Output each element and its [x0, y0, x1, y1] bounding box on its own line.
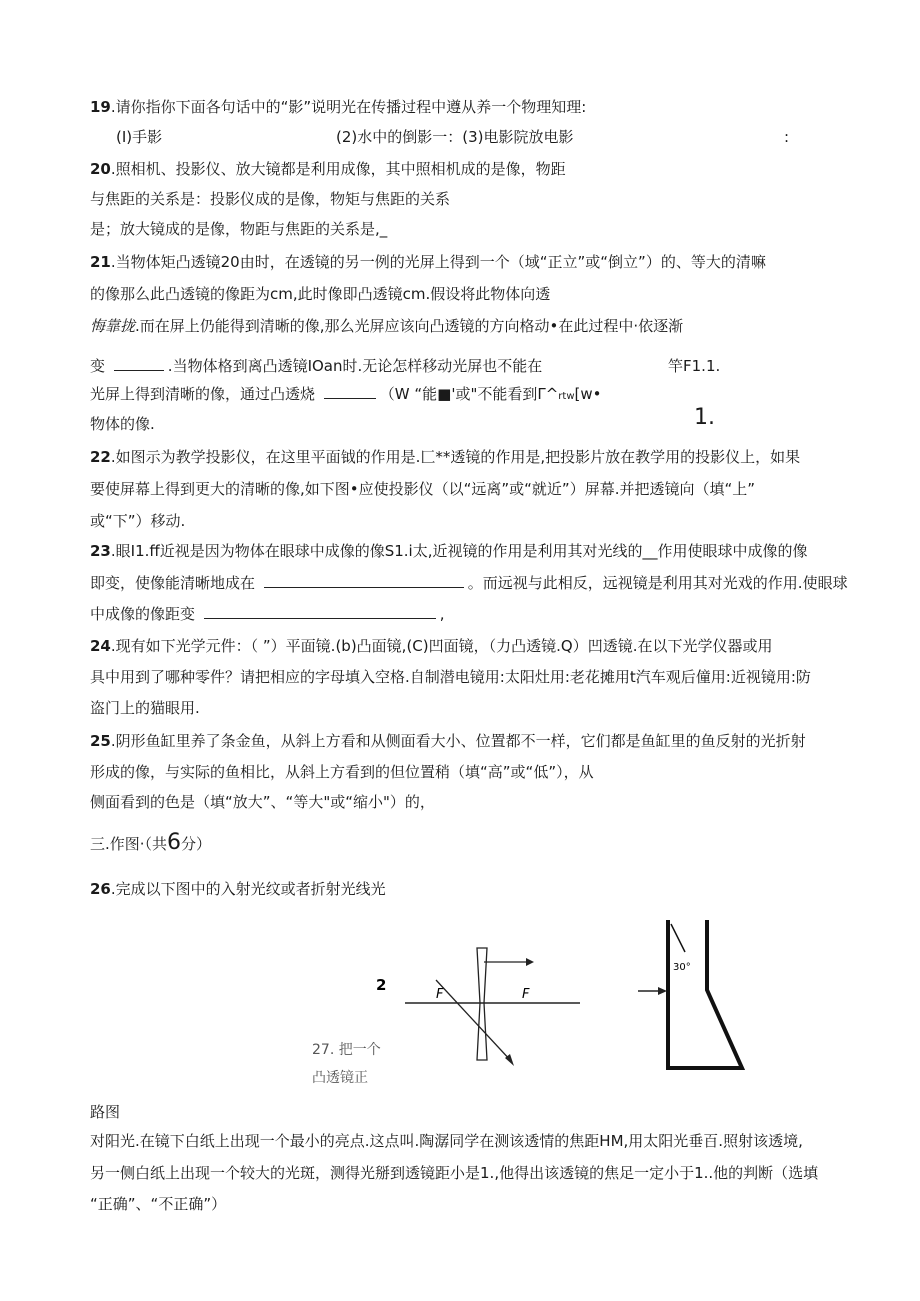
q21-figure-label: 竿F1.1.	[668, 357, 721, 375]
question-21-line-4	[90, 356, 542, 376]
glass-prism	[668, 920, 742, 1068]
question-26-text: .完成以下图中的入射光纹或者折射光线光	[110, 880, 386, 898]
q19-part-1: (I)手影	[116, 128, 163, 146]
angle-label: 30°	[673, 962, 691, 973]
answer-blank[interactable]	[264, 573, 464, 588]
concave-lens-diagram	[376, 948, 580, 1066]
tail-line-2: 对阳光.在镜下白纸上出现一个最小的亮点.这点叫.陶潺同学在测该透情的焦距HM,用太阳光垂百.照射该透境,	[90, 1132, 803, 1150]
question-21-line-6: 物体的像.	[90, 415, 155, 433]
q21-line-5-end: [w•	[574, 385, 602, 403]
concave-lens	[477, 948, 487, 1060]
q21-line-3-text: .而在屏上仍能得到清晰的像,那么光屏应该向凸透镜的方向格动•在此过程中·依逐渐	[135, 317, 684, 335]
question-19-line	[90, 97, 586, 117]
question-23-line-3	[90, 604, 445, 624]
q23-line-3-end: ,	[439, 605, 445, 623]
question-22-line-2: 要使屏幕上得到更大的清晰的像,如下图•应使投影仪（以“远离”或“就近”）屏幕.并把透镜向（填“上”	[90, 480, 756, 498]
section-3-label: 三.作图·（共	[90, 835, 168, 853]
question-24-line-1	[90, 636, 772, 656]
question-23-number: 23	[90, 542, 111, 560]
question-24-line-2: 具中用到了哪种零件？请把相应的字母填入空格.自制潜电镜用:太阳灶用:老花摊用t汽车观后僮用:近视镜用:防	[90, 668, 811, 686]
answer-blank[interactable]	[204, 604, 436, 619]
question-20-number: 20	[90, 160, 111, 178]
q21-italic-word: 悔靠拢	[90, 317, 136, 335]
q27-snippet-line-2: 凸透镜正	[312, 1070, 368, 1086]
prism-diagram	[638, 920, 742, 1068]
q21-line-5-sub: rtw	[558, 391, 575, 402]
question-25-number: 25	[90, 732, 111, 750]
arrow-icon	[526, 958, 534, 966]
q19-part-2-3: (2)水中的倒影一：(3)电影院放电影	[336, 128, 574, 146]
question-21-line-5	[90, 384, 601, 407]
question-24-text-1: .现有如下光学元件：（ ”）平面镜.(b)凸面镜,(C)凹面镜，（力凸透镜.Q）凹透镜.在以下光学仪器或用	[110, 637, 773, 655]
question-25-line-1	[90, 731, 806, 751]
question-21-line-2: 的像那么此凸透镜的像距为cm,此时像即凸透镜cm.假设将此物体向透	[90, 285, 551, 303]
figure-2-label: 2	[376, 976, 387, 994]
question-22-line-3: 或“下”）移动.	[90, 512, 186, 530]
question-20-line-3: 是；放大镜成的是像，物距与焦距的关系是,_	[90, 220, 388, 238]
arrow-icon	[658, 987, 667, 995]
tail-line-3: 另一侧白纸上出现一个较大的光斑，测得光掰到透镜距小是1.,他得出该透镜的焦足一定小于1..他的判断（选填	[90, 1164, 819, 1182]
tail-line-4: “正确”、“不正确”）	[90, 1195, 227, 1213]
question-26-number: 26	[90, 880, 111, 898]
question-25-text-1: .阴形鱼缸里养了条金鱼，从斜上方看和从侧面看大小、位置都不一样，它们都是鱼缸里的鱼反射的光折射	[110, 732, 806, 750]
angle-marker	[671, 924, 685, 952]
q23-line-2-end: 。而远视与此相反，远视镜是利用其对光戏的作用.使眼球	[467, 574, 848, 592]
section-3-heading	[90, 830, 212, 855]
q21-line-5-start: 光屏上得到清晰的像，通过凸透烧	[90, 385, 316, 403]
figure-1-label: 1.	[694, 405, 715, 430]
focal-point-right-label: F	[522, 987, 530, 1002]
question-25-line-3: 侧面看到的色是（填“放大”、“等大"或“缩小"）的，	[90, 793, 435, 811]
question-23-line-2	[90, 573, 848, 593]
answer-blank[interactable]	[324, 384, 376, 399]
question-22-line-1	[90, 447, 800, 467]
question-24-number: 24	[90, 637, 111, 655]
q23-line-3-start: 中成像的像距变	[90, 605, 196, 623]
question-22-text-1: .如图示为教学投影仪，在这里平面钺的作用是.匚**透镜的作用是,把投影片放在教学用的投影仪上，如果	[110, 448, 801, 466]
question-21-line-1	[90, 252, 766, 272]
question-20-line-2: 与焦距的关系是：投影仪成的是像，物矩与焦距的关系	[90, 190, 451, 208]
question-24-line-3: 盗门上的猫眼用.	[90, 699, 200, 717]
question-23-text-1: .眼I1.ff近视是因为物体在眼球中成像的像S1.i太,近视镜的作用是利用其对光线的__作用使眼球中成像的像	[110, 542, 808, 560]
tail-line-1: 路图	[90, 1103, 121, 1121]
question-22-number: 22	[90, 448, 111, 466]
q27-snippet-line-1: 27. 把一个	[312, 1042, 381, 1058]
incident-ray-slanted	[436, 980, 512, 1062]
q21-line-4-text: .当物体格到离凸透镜IOan时.无论怎样移动光屏也不能在	[167, 357, 543, 375]
question-21-line-3	[90, 316, 683, 336]
q21-line-4-start: 变	[90, 357, 106, 375]
question-21-number: 21	[90, 253, 111, 271]
answer-blank[interactable]	[114, 356, 164, 371]
question-21-text-1: .当物体矩凸透镜20由时，在透镜的另一例的光屏上得到一个（域“正立”或“倒立”）的、等大的清嘛	[110, 253, 766, 271]
question-25-line-2: 形成的像，与实际的鱼相比，从斜上方看到的但位置稍（填“高”或“低”），从	[90, 763, 594, 781]
q19-colon: :	[784, 128, 790, 146]
focal-point-left-label: F	[436, 987, 444, 1002]
q21-line-5-mid: （W “能■'或"不能看到Γ^	[379, 385, 559, 403]
question-19-text: .请你指你下面各句话中的“影”说明光在传播过程中遵从养一个物理知理:	[110, 98, 587, 116]
question-23-line-1	[90, 541, 808, 561]
question-19-number: 19	[90, 98, 111, 116]
question-20-text-1: .照相机、投影仪、放大镜都是利用成像，其中照相机成的是像，物距	[110, 160, 566, 178]
question-20-line-1	[90, 159, 566, 179]
section-3-points: 6	[167, 830, 182, 855]
section-3-unit: 分）	[181, 835, 212, 853]
q23-line-2-start: 即变，使像能清晰地成在	[90, 574, 256, 592]
